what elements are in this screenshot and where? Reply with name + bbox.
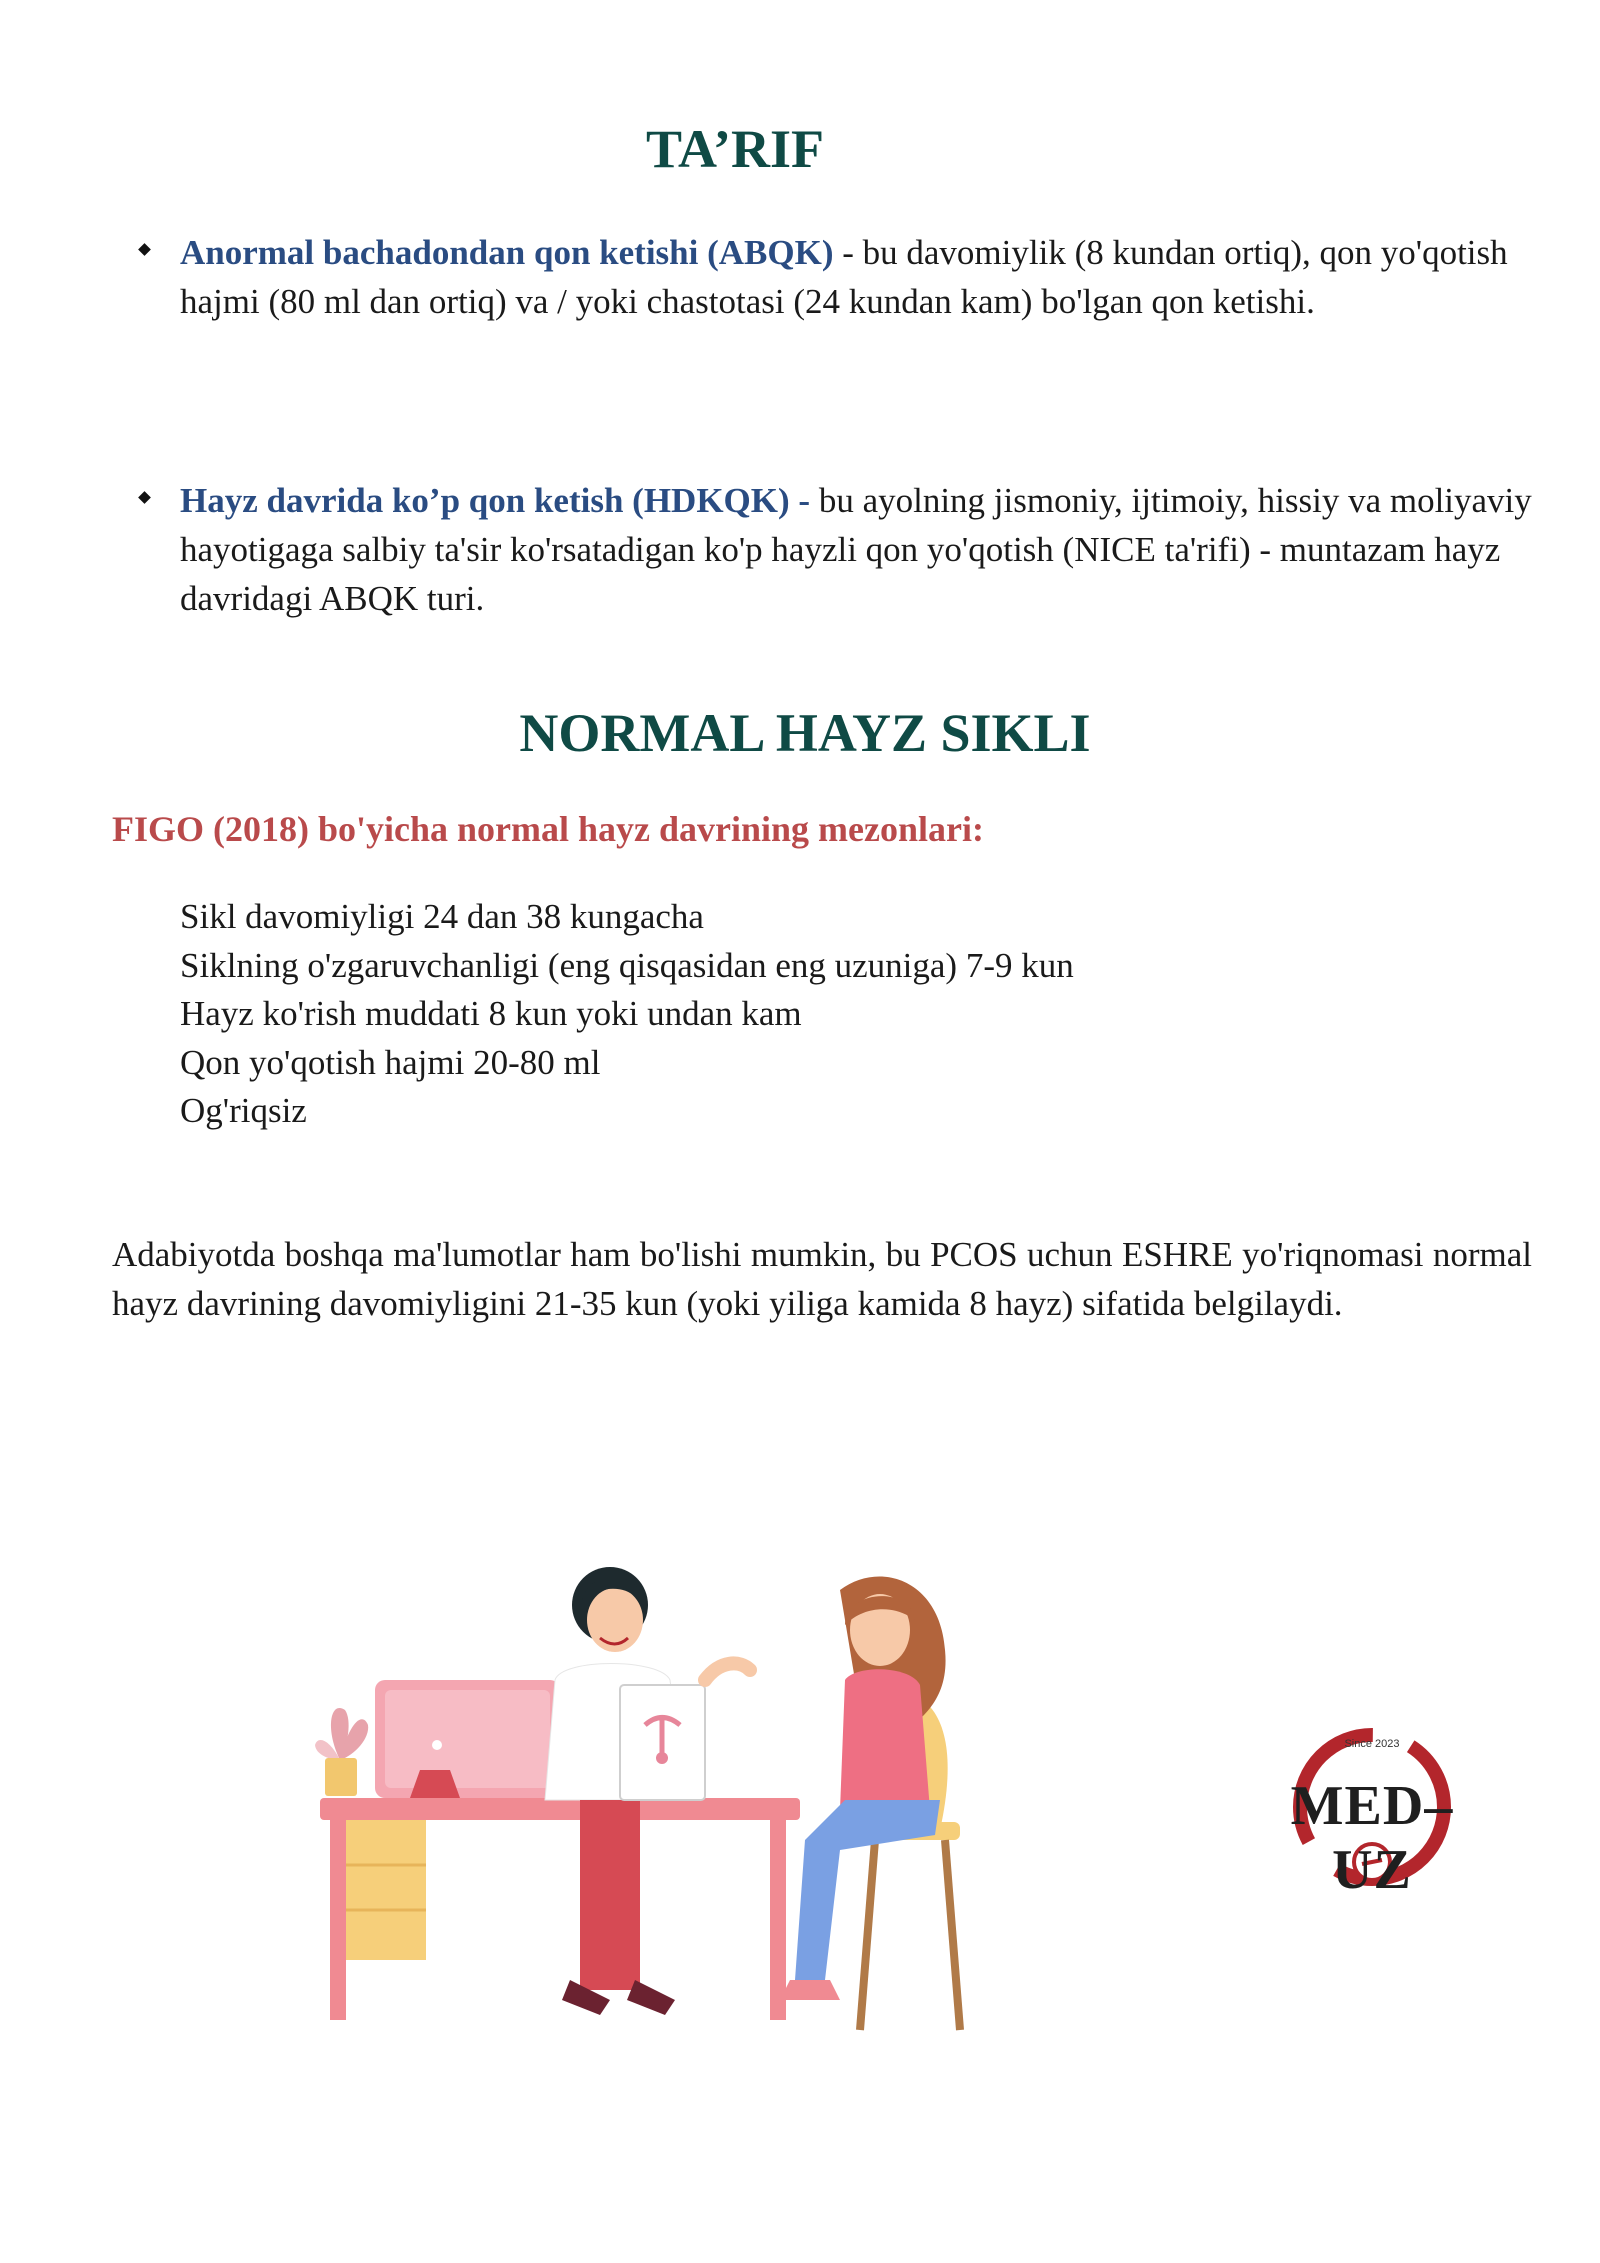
logo-wordmark: MED–UZ bbox=[1290, 1775, 1454, 1901]
desk-drawers bbox=[346, 1820, 426, 1960]
criteria-item: Qon yo'qotish hajmi 20-80 ml bbox=[180, 1042, 601, 1082]
definition-item-abqk bbox=[140, 228, 1540, 378]
criteria-list bbox=[180, 893, 1074, 1136]
logo-since: Since 2023 bbox=[1344, 1738, 1400, 1750]
criteria-item: Og'riqsiz bbox=[180, 1091, 307, 1130]
section-title-tarif: TA’RIF bbox=[646, 119, 824, 179]
patient-figure bbox=[780, 1577, 946, 2001]
figo-subheading: FIGO (2018) bo'yicha normal hayz davrining mezonlari: bbox=[112, 809, 984, 849]
doctor-patient-illustration bbox=[300, 1560, 1040, 2050]
monitor-icon bbox=[375, 1680, 560, 1798]
term-abqk: Anormal bachadondan qon ketishi (ABQK) bbox=[180, 233, 834, 272]
definition-text-hdkqk: bu ayolning jismoniy, ijtimoiy, hissiy va moliyaviy hayotigaga salbiy ta'sir ko'rsatadigan ko'p hayzli qon yo'qotish (NICE ta'rifi) - muntazam hayz davridagi ABQK turi. bbox=[180, 481, 1532, 618]
criteria-item: Sikl davomiyligi 24 dan 38 kungacha bbox=[180, 897, 704, 936]
desk-top bbox=[320, 1798, 800, 1820]
bullet-icon bbox=[138, 243, 151, 256]
med-uz-logo bbox=[1252, 1712, 1492, 1902]
definition-text-abqk: - bu davomiylik (8 kundan ortiq), qon yo'qotish hajmi (80 ml dan ortiq) va / yoki chastotasi (24 kundan kam) bo'lgan qon ketishi. bbox=[180, 233, 1508, 321]
literature-paragraph: Adabiyotda boshqa ma'lumotlar ham bo'lishi mumkin, bu PCOS uchun ESHRE yo'riqnomasi normal hayz davrining davomiyligini 21-35 kun (yoki yiliga kamida 8 hayz) sifatida belgilaydi. bbox=[112, 1235, 1532, 1323]
term-hdkqk: Hayz davrida ko’p qon ketish (HDKQK) - bbox=[180, 481, 811, 520]
criteria-item: Hayz ko'rish muddati 8 kun yoki undan kam bbox=[180, 994, 802, 1033]
doctor-figure bbox=[545, 1567, 750, 2015]
section-title-normal: NORMAL HAYZ SIKLI bbox=[519, 703, 1091, 763]
bullet-icon bbox=[138, 491, 151, 504]
criteria-item: Siklning o'zgaruvchanligi (eng qisqasidan eng uzuniga) 7-9 kun bbox=[180, 945, 1074, 985]
definition-item-hdkqk bbox=[140, 476, 1540, 626]
plant-icon bbox=[315, 1708, 368, 1796]
